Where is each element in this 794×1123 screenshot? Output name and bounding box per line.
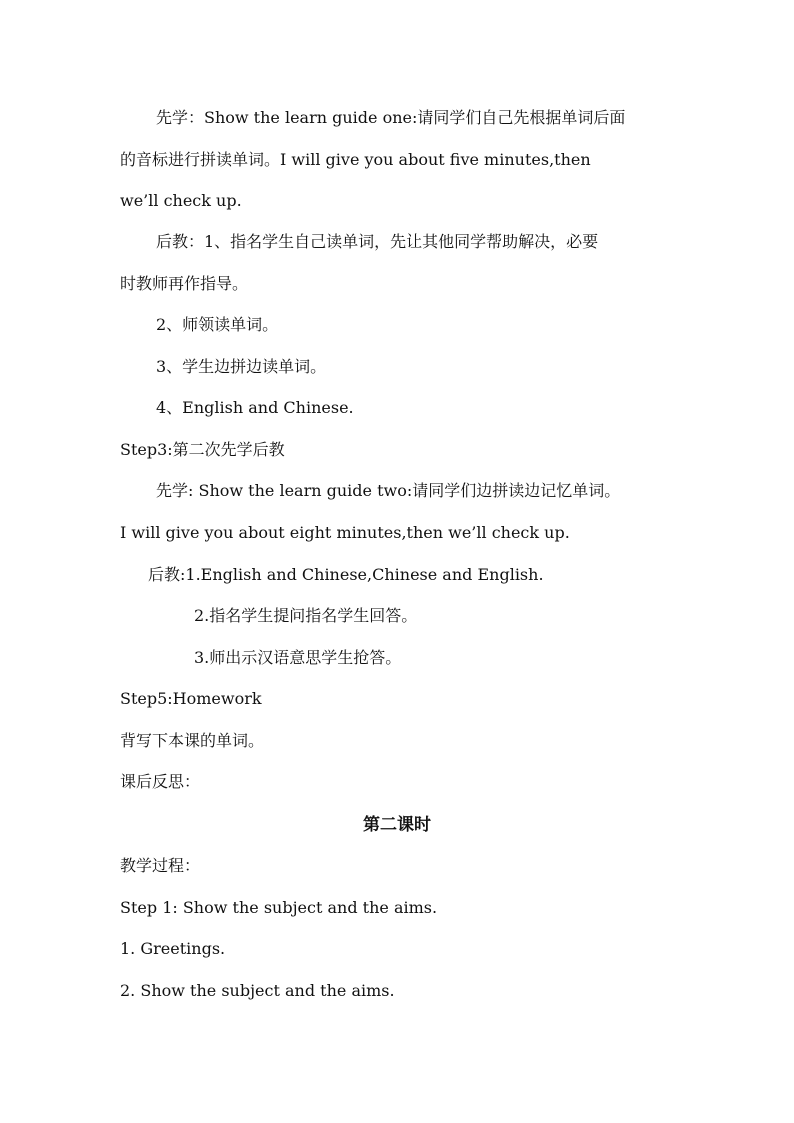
paragraph-line: 背写下本课的单词。 [120,731,265,750]
list-item: 2.指名学生提问指名学生回答。 [194,606,418,625]
list-item: 2. Show the subject and the aims. [120,981,395,1000]
step-heading: Step3:第二次先学后教 [120,440,285,459]
section-heading: 第二课时 [363,815,431,835]
paragraph-line: 后教：1、指名学生自己读单词，先让其他同学帮助解决，必要 [156,232,599,251]
list-item: 3.师出示汉语意思学生抢答。 [194,648,402,667]
paragraph-line: 先学：Show the learn guide one:请同学们自己先根据单词后面 [156,108,626,127]
list-item: 2、师领读单词。 [156,315,279,334]
paragraph-line: 课后反思： [120,772,201,791]
list-item: 4、English and Chinese. [156,398,354,417]
paragraph-line: 后教:1.English and Chinese,Chinese and English. [148,565,544,584]
step-heading: Step 1: Show the subject and the aims. [120,898,438,917]
paragraph-line: I will give you about eight minutes,then we’ll check up. [120,523,570,542]
paragraph-line: 先学: Show the learn guide two:请同学们边拼读边记忆单词。 [156,481,621,500]
paragraph-line: 的音标进行拼读单词。I will give you about five minutes,then [120,150,591,169]
list-item: 3、学生边拼边读单词。 [156,357,327,376]
paragraph-line: 时教师再作指导。 [120,274,249,293]
paragraph-line: 教学过程： [120,856,201,875]
step-heading: Step5:Homework [120,689,262,708]
paragraph-line: we’ll check up. [120,191,242,210]
list-item: 1. Greetings. [120,939,226,958]
